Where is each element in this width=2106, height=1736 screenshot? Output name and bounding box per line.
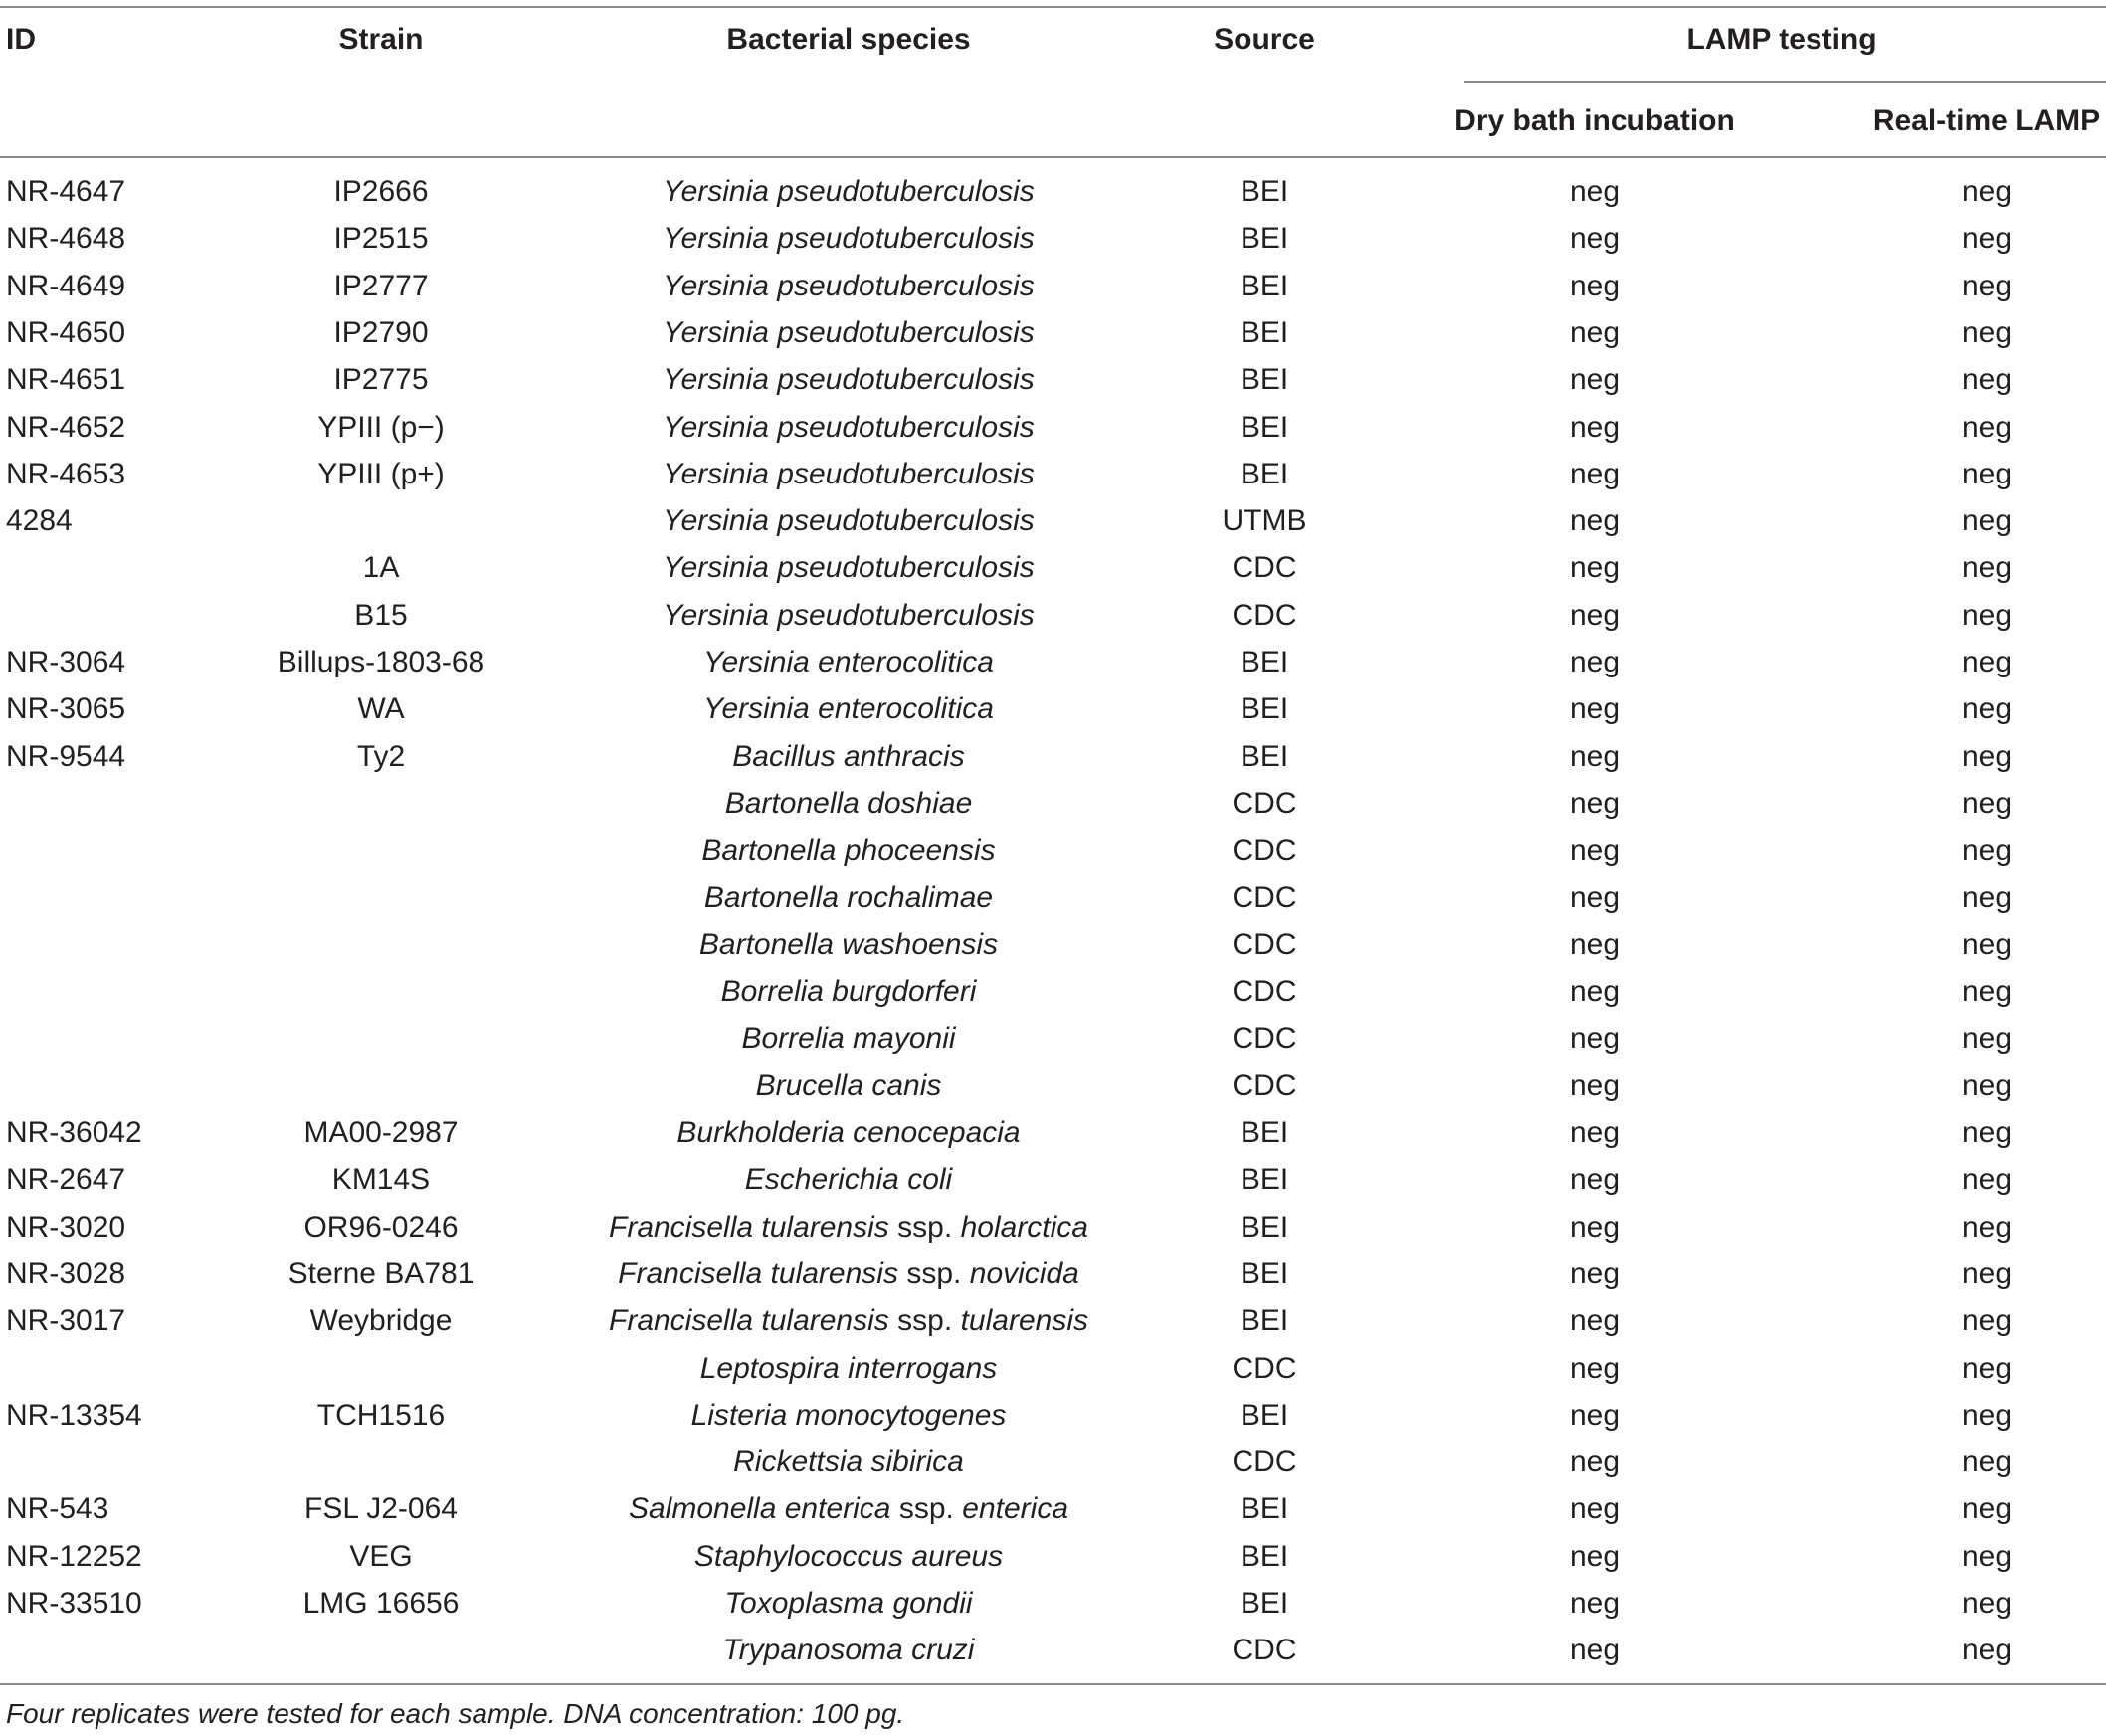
cell-species xyxy=(694,1539,1003,1575)
species-name: Burkholderia cenocepacia xyxy=(676,1116,1021,1149)
subspecies-name: enterica xyxy=(962,1492,1069,1525)
header-species: Bacterial species xyxy=(726,23,971,56)
cell-strain: IP2777 xyxy=(333,270,429,302)
table-top-rule xyxy=(0,6,2106,8)
species-name: Bacillus anthracis xyxy=(732,740,965,773)
cell-real-time-result: neg xyxy=(1961,270,2012,302)
cell-source: CDC xyxy=(1232,1446,1297,1478)
cell-strain: Weybridge xyxy=(309,1304,453,1337)
cell-species xyxy=(663,550,1035,586)
cell-dry-bath-result: neg xyxy=(1569,1587,1621,1620)
cell-real-time-result: neg xyxy=(1961,928,2012,961)
header-id: ID xyxy=(6,23,36,56)
cell-species xyxy=(663,221,1035,257)
cell-dry-bath-result: neg xyxy=(1569,1116,1621,1149)
cell-species xyxy=(724,1586,972,1622)
cell-id: NR-4648 xyxy=(6,222,126,255)
species-name: Borrelia burgdorferi xyxy=(720,975,977,1008)
species-name: Yersinia pseudotuberculosis xyxy=(663,458,1035,490)
table-footnote: Four replicates were tested for each sample. DNA concentration: 100 pg. xyxy=(6,1698,905,1729)
header-lamp-testing: LAMP testing xyxy=(1686,23,1877,56)
header-source: Source xyxy=(1214,23,1315,56)
cell-species xyxy=(703,645,994,680)
cell-species xyxy=(721,974,977,1010)
cell-dry-bath-result: neg xyxy=(1569,411,1621,444)
species-name: Bartonella washoensis xyxy=(698,928,999,961)
header-dry-bath: Dry bath incubation xyxy=(1454,104,1735,137)
cell-dry-bath-result: neg xyxy=(1569,1211,1621,1244)
cell-dry-bath-result: neg xyxy=(1569,270,1621,302)
cell-dry-bath-result: neg xyxy=(1569,787,1621,820)
cell-source: BEI xyxy=(1240,1587,1289,1620)
cell-real-time-result: neg xyxy=(1961,1069,2012,1102)
cell-source: BEI xyxy=(1240,1492,1289,1525)
cell-dry-bath-result: neg xyxy=(1569,975,1621,1008)
cell-real-time-result: neg xyxy=(1961,1492,2012,1525)
cell-species xyxy=(663,362,1035,398)
species-name: Bartonella phoceensis xyxy=(701,834,996,867)
cell-dry-bath-result: neg xyxy=(1569,740,1621,773)
cell-dry-bath-result: neg xyxy=(1569,1022,1621,1055)
subspecies-name: holarctica xyxy=(960,1211,1088,1244)
cell-strain: VEG xyxy=(349,1540,413,1573)
cell-source: BEI xyxy=(1240,692,1289,725)
species-name: Salmonella enterica xyxy=(628,1492,891,1525)
cell-species xyxy=(676,1115,1020,1151)
cell-id: NR-4652 xyxy=(6,411,126,444)
cell-real-time-result: neg xyxy=(1961,411,2012,444)
cell-source: BEI xyxy=(1240,316,1289,349)
cell-real-time-result: neg xyxy=(1961,646,2012,678)
table-bottom-rule xyxy=(0,1683,2106,1685)
cell-dry-bath-result: neg xyxy=(1569,1540,1621,1573)
cell-real-time-result: neg xyxy=(1961,504,2012,537)
cell-species xyxy=(609,1210,1088,1246)
cell-id: NR-543 xyxy=(6,1492,109,1525)
subspecies-name: tularensis xyxy=(960,1304,1088,1337)
cell-real-time-result: neg xyxy=(1961,881,2012,914)
cell-source: CDC xyxy=(1232,551,1297,584)
cell-real-time-result: neg xyxy=(1961,975,2012,1008)
cell-id: NR-9544 xyxy=(6,740,126,773)
cell-dry-bath-result: neg xyxy=(1569,1257,1621,1290)
cell-species xyxy=(609,1303,1088,1339)
cell-dry-bath-result: neg xyxy=(1569,175,1621,208)
cell-source: CDC xyxy=(1232,1022,1297,1055)
cell-source: BEI xyxy=(1240,1257,1289,1290)
cell-dry-bath-result: neg xyxy=(1569,458,1621,490)
cell-species xyxy=(703,691,994,727)
cell-dry-bath-result: neg xyxy=(1569,1163,1621,1196)
cell-dry-bath-result: neg xyxy=(1569,504,1621,537)
cell-source: CDC xyxy=(1232,834,1297,867)
species-name: Bartonella doshiae xyxy=(724,787,973,820)
cell-dry-bath-result: neg xyxy=(1569,222,1621,255)
cell-strain: IP2775 xyxy=(333,363,429,396)
cell-species xyxy=(725,786,973,822)
cell-species xyxy=(704,880,993,916)
species-name: Toxoplasma gondii xyxy=(724,1587,973,1620)
species-name: Listeria monocytogenes xyxy=(690,1399,1007,1432)
cell-dry-bath-result: neg xyxy=(1569,363,1621,396)
cell-species xyxy=(700,1351,998,1387)
cell-strain: FSL J2-064 xyxy=(304,1492,458,1525)
cell-source: BEI xyxy=(1240,1211,1289,1244)
cell-strain: TCH1516 xyxy=(316,1399,446,1432)
cell-strain: LMG 16656 xyxy=(302,1587,460,1620)
cell-real-time-result: neg xyxy=(1961,1399,2012,1432)
cell-dry-bath-result: neg xyxy=(1569,646,1621,678)
cell-source: BEI xyxy=(1240,1163,1289,1196)
cell-species xyxy=(663,457,1035,492)
cell-strain: Ty2 xyxy=(356,740,406,773)
cell-real-time-result: neg xyxy=(1961,316,2012,349)
species-name: Brucella canis xyxy=(755,1069,942,1102)
species-name: Trypanosoma cruzi xyxy=(722,1634,975,1666)
cell-species xyxy=(663,598,1035,634)
cell-dry-bath-result: neg xyxy=(1569,316,1621,349)
cell-dry-bath-result: neg xyxy=(1569,1304,1621,1337)
cell-id: NR-3020 xyxy=(6,1211,126,1244)
cell-real-time-result: neg xyxy=(1961,1540,2012,1573)
cell-species xyxy=(699,927,998,963)
cell-id: 4284 xyxy=(6,504,73,537)
cell-dry-bath-result: neg xyxy=(1569,928,1621,961)
cell-source: BEI xyxy=(1240,1304,1289,1337)
cell-species xyxy=(663,174,1035,210)
cell-id: NR-33510 xyxy=(6,1587,142,1620)
cell-real-time-result: neg xyxy=(1961,1352,2012,1385)
cell-real-time-result: neg xyxy=(1961,1116,2012,1149)
cell-strain: WA xyxy=(357,692,405,725)
ssp-label: ssp. xyxy=(897,1304,953,1337)
cell-id: NR-3028 xyxy=(6,1257,126,1290)
species-name: Yersinia enterocolitica xyxy=(703,692,994,725)
cell-source: UTMB xyxy=(1222,504,1307,537)
cell-source: BEI xyxy=(1240,175,1289,208)
cell-dry-bath-result: neg xyxy=(1569,1399,1621,1432)
cell-source: CDC xyxy=(1232,881,1297,914)
cell-real-time-result: neg xyxy=(1961,1634,2012,1666)
cell-dry-bath-result: neg xyxy=(1569,551,1621,584)
cell-species xyxy=(745,1162,952,1198)
cell-strain: YPIII (p−) xyxy=(317,411,445,444)
cell-id: NR-4647 xyxy=(6,175,126,208)
cell-real-time-result: neg xyxy=(1961,175,2012,208)
cell-real-time-result: neg xyxy=(1961,551,2012,584)
ssp-label: ssp. xyxy=(897,1211,953,1244)
cell-real-time-result: neg xyxy=(1961,1257,2012,1290)
species-name: Leptospira interrogans xyxy=(699,1352,998,1385)
cell-id: NR-12252 xyxy=(6,1540,142,1573)
species-name: Yersinia pseudotuberculosis xyxy=(663,222,1035,255)
cell-id: NR-2647 xyxy=(6,1163,126,1196)
header-bottom-rule xyxy=(0,156,2106,158)
cell-dry-bath-result: neg xyxy=(1569,1446,1621,1478)
lamp-group-rule xyxy=(1464,81,2106,83)
header-strain: Strain xyxy=(338,23,424,56)
cell-source: BEI xyxy=(1240,270,1289,302)
cell-real-time-result: neg xyxy=(1961,1304,2012,1337)
cell-id: NR-3064 xyxy=(6,646,126,678)
cell-id: NR-3065 xyxy=(6,692,126,725)
species-name: Yersinia pseudotuberculosis xyxy=(663,504,1035,537)
cell-strain: Sterne BA781 xyxy=(287,1257,475,1290)
cell-species xyxy=(723,1633,975,1668)
cell-source: CDC xyxy=(1232,1634,1297,1666)
cell-source: BEI xyxy=(1240,363,1289,396)
cell-dry-bath-result: neg xyxy=(1569,1352,1621,1385)
cell-species xyxy=(733,1445,964,1480)
cell-species xyxy=(629,1491,1068,1527)
species-name: Yersinia pseudotuberculosis xyxy=(663,316,1035,349)
cell-strain: MA00-2987 xyxy=(303,1116,459,1149)
cell-species xyxy=(663,503,1035,539)
subspecies-name: novicida xyxy=(969,1257,1079,1290)
cell-species xyxy=(701,833,995,868)
cell-dry-bath-result: neg xyxy=(1569,881,1621,914)
cell-source: BEI xyxy=(1240,740,1289,773)
species-name: Yersinia pseudotuberculosis xyxy=(663,411,1035,444)
cell-species xyxy=(741,1021,955,1057)
cell-source: BEI xyxy=(1240,222,1289,255)
cell-source: BEI xyxy=(1240,411,1289,444)
species-name: Yersinia pseudotuberculosis xyxy=(663,551,1035,584)
cell-species xyxy=(756,1068,942,1104)
cell-dry-bath-result: neg xyxy=(1569,1069,1621,1102)
species-name: Francisella tularensis xyxy=(609,1304,889,1337)
cell-source: CDC xyxy=(1232,928,1297,961)
cell-real-time-result: neg xyxy=(1961,1446,2012,1478)
cell-real-time-result: neg xyxy=(1961,1163,2012,1196)
cell-strain: B15 xyxy=(354,599,408,632)
header-real-time: Real-time LAMP xyxy=(1872,104,2101,137)
cell-real-time-result: neg xyxy=(1961,787,2012,820)
cell-strain: 1A xyxy=(362,551,400,584)
cell-id: NR-13354 xyxy=(6,1399,142,1432)
cell-strain: IP2515 xyxy=(333,222,429,255)
cell-dry-bath-result: neg xyxy=(1569,1492,1621,1525)
cell-real-time-result: neg xyxy=(1961,1211,2012,1244)
cell-species xyxy=(732,739,964,775)
cell-source: CDC xyxy=(1232,787,1297,820)
cell-strain: Billups-1803-68 xyxy=(277,646,485,678)
species-name: Escherichia coli xyxy=(744,1163,953,1196)
cell-species xyxy=(691,1398,1007,1434)
species-name: Bartonella rochalimae xyxy=(703,881,994,914)
cell-source: CDC xyxy=(1232,975,1297,1008)
cell-strain: KM14S xyxy=(331,1163,431,1196)
species-name: Staphylococcus aureus xyxy=(693,1540,1004,1573)
species-name: Yersinia pseudotuberculosis xyxy=(663,363,1035,396)
cell-strain: IP2666 xyxy=(333,175,429,208)
cell-species xyxy=(618,1256,1079,1292)
cell-real-time-result: neg xyxy=(1961,222,2012,255)
species-name: Yersinia pseudotuberculosis xyxy=(663,175,1035,208)
cell-dry-bath-result: neg xyxy=(1569,834,1621,867)
cell-real-time-result: neg xyxy=(1961,740,2012,773)
cell-strain: YPIII (p+) xyxy=(317,458,445,490)
cell-species xyxy=(663,315,1035,351)
cell-real-time-result: neg xyxy=(1961,692,2012,725)
species-name: Yersinia pseudotuberculosis xyxy=(663,599,1035,632)
cell-source: BEI xyxy=(1240,646,1289,678)
cell-source: CDC xyxy=(1232,1352,1297,1385)
ssp-label: ssp. xyxy=(906,1257,962,1290)
cell-id: NR-4650 xyxy=(6,316,126,349)
cell-strain: OR96-0246 xyxy=(303,1211,459,1244)
cell-dry-bath-result: neg xyxy=(1569,599,1621,632)
cell-species xyxy=(663,410,1035,446)
cell-id: NR-4653 xyxy=(6,458,126,490)
species-name: Yersinia enterocolitica xyxy=(703,646,994,678)
cell-source: BEI xyxy=(1240,1399,1289,1432)
cell-dry-bath-result: neg xyxy=(1569,692,1621,725)
cell-real-time-result: neg xyxy=(1961,363,2012,396)
cell-real-time-result: neg xyxy=(1961,1587,2012,1620)
cell-source: BEI xyxy=(1240,1540,1289,1573)
cell-dry-bath-result: neg xyxy=(1569,1634,1621,1666)
species-name: Yersinia pseudotuberculosis xyxy=(663,270,1035,302)
ssp-label: ssp. xyxy=(898,1492,954,1525)
cell-source: BEI xyxy=(1240,1116,1289,1149)
cell-source: BEI xyxy=(1240,458,1289,490)
cell-real-time-result: neg xyxy=(1961,599,2012,632)
species-name: Borrelia mayonii xyxy=(741,1022,956,1055)
cell-real-time-result: neg xyxy=(1961,458,2012,490)
cell-real-time-result: neg xyxy=(1961,834,2012,867)
cell-id: NR-4649 xyxy=(6,270,126,302)
cell-real-time-result: neg xyxy=(1961,1022,2012,1055)
cell-id: NR-3017 xyxy=(6,1304,126,1337)
cell-source: CDC xyxy=(1232,1069,1297,1102)
species-name: Rickettsia sibirica xyxy=(733,1446,964,1478)
species-name: Francisella tularensis xyxy=(618,1257,898,1290)
cell-id: NR-4651 xyxy=(6,363,126,396)
cell-source: CDC xyxy=(1232,599,1297,632)
cell-strain: IP2790 xyxy=(333,316,429,349)
cell-id: NR-36042 xyxy=(6,1116,142,1149)
cell-species xyxy=(663,269,1035,304)
species-name: Francisella tularensis xyxy=(609,1211,889,1244)
